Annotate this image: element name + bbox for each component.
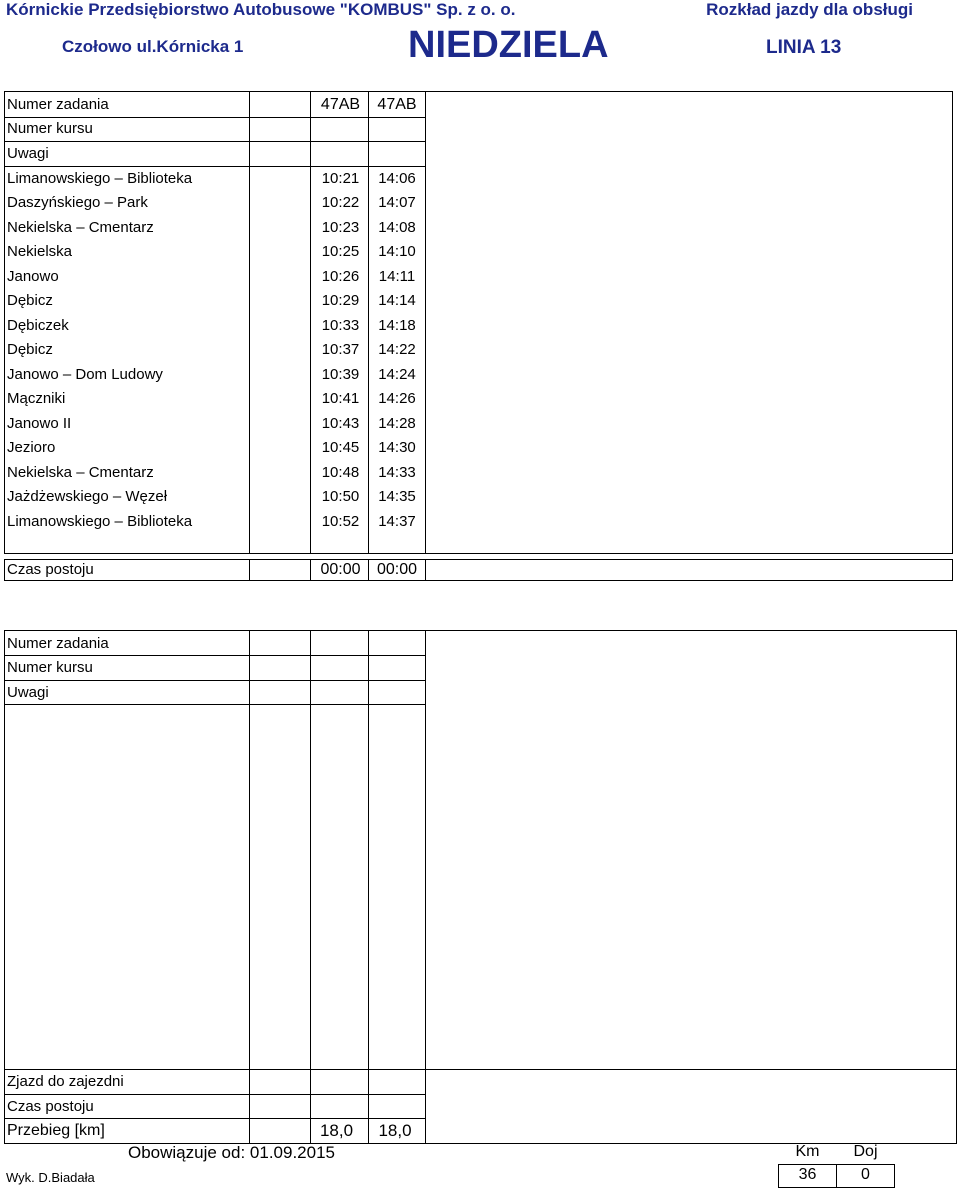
stop-time-2: 14:30 <box>378 439 416 456</box>
stop-time-1: 10:50 <box>321 488 360 505</box>
km-value: 36 <box>798 1166 817 1183</box>
stop-name: Daszyńskiego – Park <box>7 194 148 211</box>
stop-time-2: 14:33 <box>378 464 416 481</box>
row-label-course-number: Numer kursu <box>7 120 93 137</box>
stop-time-2: 14:35 <box>378 488 416 505</box>
row-label-stop-time: Czas postoju <box>7 1098 94 1115</box>
stop-time-1: 10:43 <box>321 415 360 432</box>
stop-time-2: 14:08 <box>378 219 416 236</box>
stop-name: Janowo – Dom Ludowy <box>7 366 163 383</box>
stop-time-2: 14:06 <box>378 170 416 187</box>
stop-time-2: 14:22 <box>378 341 416 358</box>
stop-name: Nekielska <box>7 243 73 260</box>
stop-time-1: 10:37 <box>321 341 360 358</box>
day-type: NIEDZIELA <box>408 24 609 66</box>
stop-time-value-2: 00:00 <box>376 561 418 578</box>
stop-time-2: 14:24 <box>378 366 416 383</box>
stop-time-2: 14:11 <box>378 268 416 285</box>
row-label-remarks: Uwagi <box>7 145 49 162</box>
doj-value: 0 <box>861 1166 870 1183</box>
stop-name: Dębicz <box>7 292 53 309</box>
stop-time-1: 10:25 <box>321 243 360 260</box>
stop-time-1: 10:39 <box>321 366 360 383</box>
mileage-value-1: 18,0 <box>319 1121 354 1140</box>
stop-time-1: 10:21 <box>321 170 360 187</box>
depot-address: Czołowo ul.Kórnicka 1 <box>62 37 244 56</box>
stop-name: Limanowskiego – Biblioteka <box>7 170 193 187</box>
stop-time-1: 10:29 <box>321 292 360 309</box>
row-label-task-number: Numer zadania <box>7 635 109 652</box>
stop-name: Dębicz <box>7 341 53 358</box>
stop-time-1: 10:22 <box>321 194 360 211</box>
stop-time-1: 10:45 <box>321 439 360 456</box>
stop-time-2: 14:14 <box>378 292 416 309</box>
company-name: Kórnickie Przedsiębiorstwo Autobusowe "KOMBUS" Sp. z o. o. <box>6 0 516 19</box>
stop-time-1: 10:33 <box>321 317 360 334</box>
stop-name: Nekielska – Cmentarz <box>7 464 154 481</box>
stop-time-2: 14:18 <box>378 317 416 334</box>
task-number-2: 47AB <box>377 96 417 113</box>
author: Wyk. D.Biadała <box>6 1170 95 1185</box>
stop-time-label: Czas postoju <box>7 561 94 578</box>
stop-time-2: 14:26 <box>378 390 416 407</box>
stop-name: Janowo <box>7 268 59 285</box>
row-label-depot-return: Zjazd do zajezdni <box>7 1073 124 1090</box>
stop-name: Jażdżewskiego – Węzeł <box>7 488 168 505</box>
stop-name: Nekielska – Cmentarz <box>7 219 154 236</box>
stop-name: Jezioro <box>7 439 56 456</box>
mileage-value-2: 18,0 <box>378 1121 412 1140</box>
task-number-1: 47AB <box>320 96 361 113</box>
valid-from: Obowiązuje od: 01.09.2015 <box>128 1143 335 1162</box>
km-label: Km <box>795 1143 820 1160</box>
stop-name: Limanowskiego – Biblioteka <box>7 513 193 530</box>
stop-name: Dębiczek <box>7 317 69 334</box>
stop-time-2: 14:07 <box>378 194 416 211</box>
row-label-mileage: Przebieg [km] <box>7 1122 105 1139</box>
row-label-task-number: Numer zadania <box>7 96 109 113</box>
stop-time-2: 14:28 <box>378 415 416 432</box>
stop-time-1: 10:48 <box>321 464 360 481</box>
stop-time-2: 14:37 <box>378 513 416 530</box>
stop-time-1: 10:41 <box>321 390 360 407</box>
document-title: Rozkład jazdy dla obsługi <box>706 0 913 19</box>
stop-time-1: 10:23 <box>321 219 360 236</box>
row-label-course-number: Numer kursu <box>7 659 93 676</box>
line-number: LINIA 13 <box>766 37 842 58</box>
stop-name: Mączniki <box>7 390 66 407</box>
stop-time-value-1: 00:00 <box>320 561 361 578</box>
stop-time-1: 10:52 <box>321 513 360 530</box>
stop-name: Janowo II <box>7 415 72 432</box>
stop-time-2: 14:10 <box>378 243 416 260</box>
row-label-remarks: Uwagi <box>7 684 49 701</box>
stop-time-1: 10:26 <box>321 268 360 285</box>
doj-label: Doj <box>853 1143 878 1160</box>
